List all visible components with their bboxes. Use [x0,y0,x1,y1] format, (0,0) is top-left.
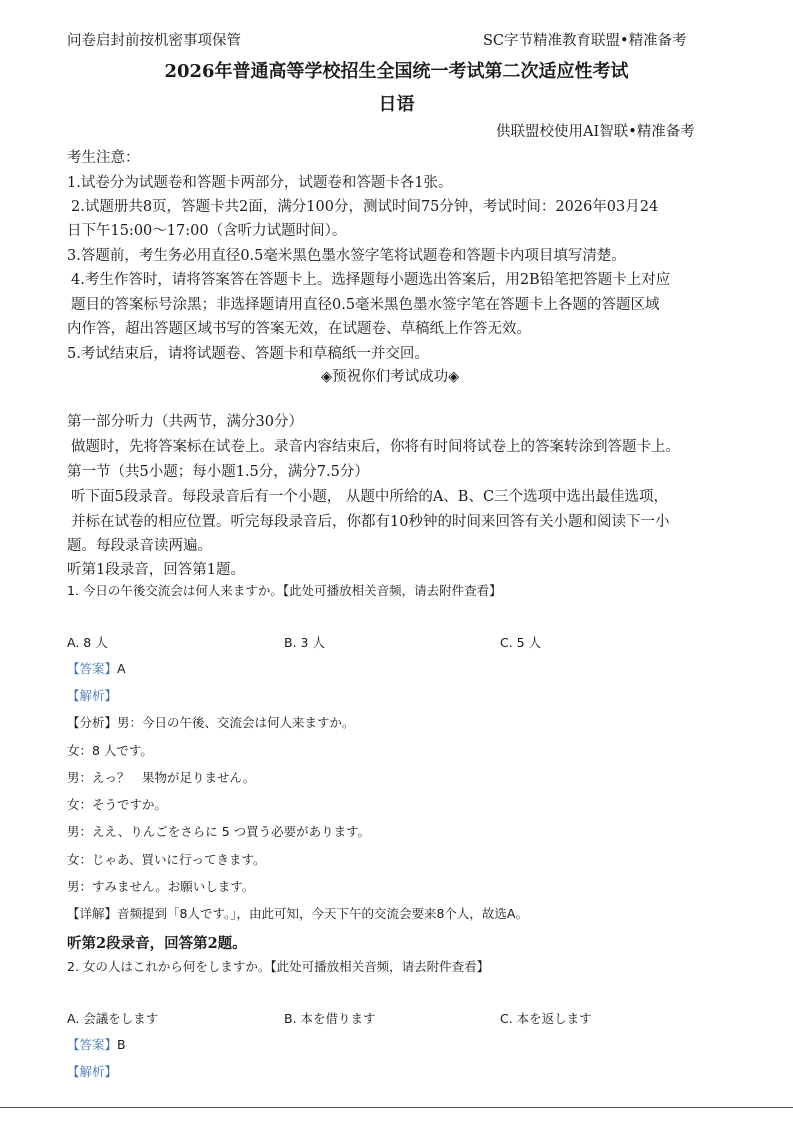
notice-line: 题目的答案标号涂黑；非选择题请用直径0.5毫米黑色墨水签字笔在答题卡上各题的答题区域 [71,297,660,313]
q1-option-c: C. 5 人 [500,635,542,650]
subject-title: 日语 [378,94,415,115]
section1-heading: 第一节（共5小题；每小题1.5分，满分7.5分） [67,464,369,480]
notice-line: 5.考试结束后，请将试题卷、答题卡和草稿纸一并交回。 [67,346,429,362]
answer-value: B [117,1037,126,1052]
q2-option-c: C. 本を返します [500,1011,592,1026]
section1-line: 并标在试卷的相应位置。听完每段录音后，你都有10秒钟的时间来回答有关小题和阅读下一小 [71,514,670,530]
q1-answer [67,659,126,677]
q2-answer [67,1035,126,1053]
q1-option-b: B. 3 人 [284,635,325,650]
q2-question: 2. 女の人はこれから何をしますか。【此处可播放相关音频，请去附件查看】 [67,959,490,974]
notice-line: 1.试卷分为试题卷和答题卡两部分，试题卷和答题卡各1张。 [67,175,453,191]
section1-line: 听下面5段录音。每段录音后有一个小题， 从题中所给的A、B、C三个选项中选出最佳选项， [71,489,669,505]
confidential-note: 问卷启封前按机密事项保管 [67,33,241,49]
q1-question: 1. 今日の午後交流会は何人来ますか。【此处可播放相关音频，请去附件查看】 [67,583,502,598]
answer-value: A [117,661,126,676]
dialogue-line: 女：8 人です。 [67,743,153,758]
q1-analysis-label: 【解析】 [67,688,118,703]
publisher-note: SC字节精准教育联盟•精准备考 [483,33,687,49]
notice-line: 日下午15:00～17:00（含听力试题时间）。 [67,223,347,239]
usage-note: 供联盟校使用AI智联•精准备考 [496,124,695,140]
exam-title: 2026年普通高等学校招生全国统一考试第二次适应性考试 [164,61,629,82]
q1-option-a: A. 8 人 [67,635,108,650]
notice-line: 内作答，超出答题区域书写的答案无效，在试题卷、草稿纸上作答无效。 [67,321,531,337]
answer-label: 【答案】 [67,1037,118,1052]
q2-prompt: 听第2段录音，回答第2题。 [67,935,247,952]
notice-line: 4.考生作答时，请将答案答在答题卡上。选择题每小题选出答案后，用2B铅笔把答题卡上对应 [71,272,671,288]
answer-label: 【答案】 [67,661,118,676]
good-luck-wish: ◈预祝你们考试成功◈ [321,369,460,385]
q2-option-a: A. 会議をします [67,1011,159,1026]
q1-detail: 【详解】音频提到「8人です。」，由此可知，今天下午的交流会要来8个人，故选A。 [67,906,528,921]
page-bottom-divider [0,1107,793,1108]
notice-line: 3.答题前，考生务必用直径0.5毫米黑色墨水签字笔将试题卷和答题卡内项目填写清楚。 [67,248,626,264]
notice-heading: 考生注意： [67,150,140,166]
dialogue-line: 女：そうですか。 [67,797,168,812]
dialogue-line: 男：えっ？ 果物が足りません。 [67,770,256,785]
part1-instruction: 做题时，先将答案标在试卷上。录音内容结束后，你将有时间将试卷上的答案转涂到答题卡上。 [71,439,680,455]
q2-analysis-label: 【解析】 [67,1064,118,1079]
q2-option-b: B. 本を借ります [284,1011,376,1026]
dialogue-line: 男：すみません。お願いします。 [67,879,255,894]
section1-line: 题。每段录音读两遍。 [67,538,212,554]
dialogue-line: 【分析】男：今日の午後、交流会は何人来ますか。 [67,715,355,730]
dialogue-line: 女：じゃあ、買いに行ってきます。 [67,852,266,867]
part1-heading: 第一部分听力（共两节，满分30分） [67,414,303,430]
dialogue-line: 男：ええ、りんごをさらに 5 つ買う必要があります。 [67,824,371,839]
q1-prompt: 听第1段录音，回答第1题。 [67,562,245,578]
notice-line: 2.试题册共8页，答题卡共2面，满分100分，测试时间75分钟，考试时间：2026年03月24 [71,199,659,215]
